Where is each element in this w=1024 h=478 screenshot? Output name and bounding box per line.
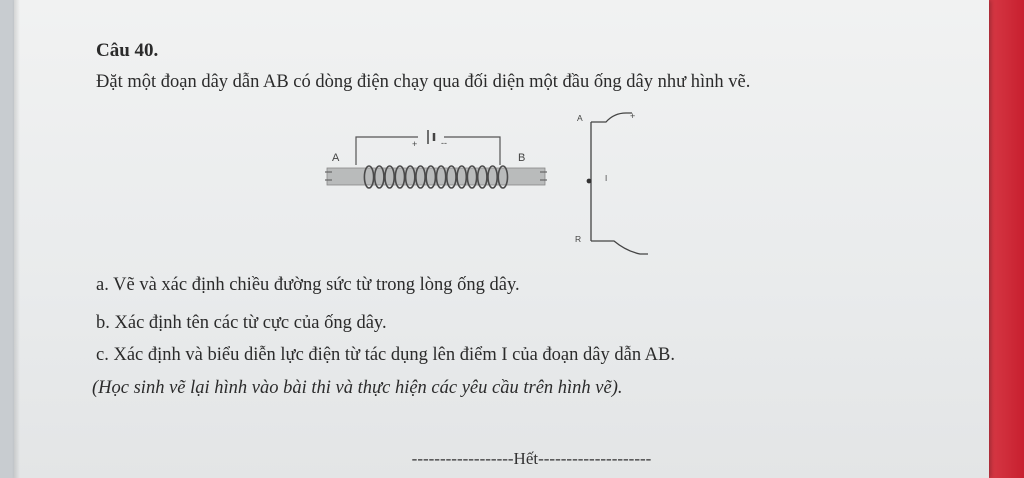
point-i bbox=[587, 179, 592, 184]
coil-turn bbox=[498, 166, 507, 188]
end-marker: ------------------Hết-------------------- bbox=[411, 449, 652, 468]
coil-turn bbox=[395, 166, 404, 188]
coil-turn bbox=[478, 166, 487, 188]
wire-label-bottom: R bbox=[575, 234, 582, 244]
item-c: c. Xác định và biểu diễn lực điện từ tác dụng lên điểm I của đoạn dây dẫn AB. bbox=[96, 345, 675, 365]
coil-turn bbox=[457, 166, 466, 188]
wire-label-top: A bbox=[577, 113, 583, 123]
coil-turn bbox=[467, 166, 476, 188]
coil-turn bbox=[447, 166, 456, 188]
circuit-wire-right bbox=[444, 137, 500, 165]
coil-turn bbox=[364, 166, 373, 188]
item-b: b. Xác định tên các từ cực của ống dây. bbox=[96, 313, 387, 333]
battery-minus-label: -- bbox=[441, 138, 447, 148]
exam-paper bbox=[14, 0, 989, 478]
solenoid-label-a: A bbox=[332, 152, 340, 164]
battery-plus-label: + bbox=[412, 139, 418, 149]
paper-edge-shadow bbox=[14, 0, 20, 478]
wire-plus-label: + bbox=[630, 111, 636, 121]
solenoid-figure bbox=[325, 130, 547, 188]
solenoid-coils bbox=[364, 166, 507, 188]
coil-turn bbox=[416, 166, 425, 188]
solenoid-core bbox=[327, 168, 545, 185]
wire-figure bbox=[575, 111, 648, 254]
coil-turn bbox=[385, 166, 394, 188]
solenoid-label-b: B bbox=[518, 152, 526, 164]
coil-turn bbox=[426, 166, 435, 188]
coil-turn bbox=[406, 166, 415, 188]
wire-top-lead bbox=[591, 113, 632, 122]
coil-turn bbox=[437, 166, 446, 188]
question-statement: Đặt một đoạn dây dẫn AB có dòng điện chạy qua đối diện một đầu ống dây như hình vẽ. bbox=[96, 72, 751, 92]
circuit-wire-left bbox=[356, 137, 418, 165]
wire-label-point: I bbox=[605, 174, 608, 183]
coil-turn bbox=[375, 166, 384, 188]
question-title: Câu 40. bbox=[96, 40, 159, 61]
coil-turn bbox=[488, 166, 497, 188]
item-a: a. Vẽ và xác định chiều đường sức từ trong lòng ống dây. bbox=[96, 275, 520, 295]
wire-bottom-lead bbox=[591, 241, 648, 254]
instruction-note: (Học sinh vẽ lại hình vào bài thi và thực hiện các yêu cầu trên hình vẽ). bbox=[92, 378, 623, 398]
